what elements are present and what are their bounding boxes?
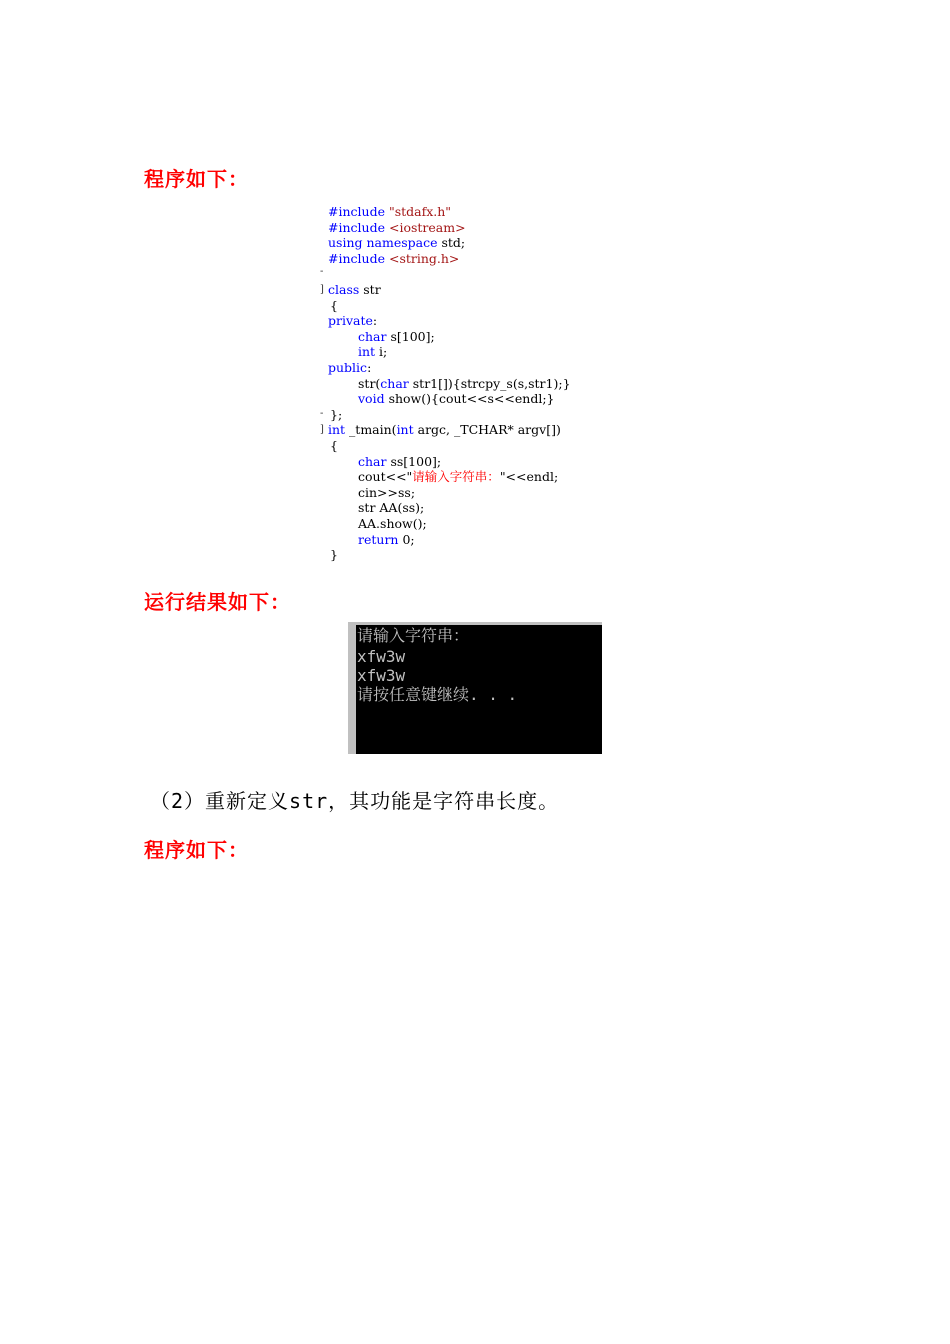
code-line: int i; [358,344,388,360]
code-line: return 0; [358,531,415,547]
code-line: cout<<"请输入字符串："<<endl; [358,469,559,485]
code-line: #include <iostream> [328,219,466,235]
code-line: void show(){cout<<s<<endl;} [358,391,555,407]
collapse-marker-icon[interactable]: ] [320,424,324,435]
code-line: using namespace std; [328,235,466,251]
code-line: int _tmain(int argc, _TCHAR* argv[]) [328,422,561,438]
console-border [348,622,356,754]
heading-result: 运行结果如下： [144,590,291,614]
code-screenshot [320,204,620,570]
code-line: cin>>ss; [358,484,416,500]
console-line: xfw3w [357,647,406,666]
console-line: xfw3w [357,666,406,685]
gutter-marker: - [320,408,324,419]
heading-program: 程序如下： [144,167,249,191]
code-line: public: [328,360,372,375]
code-line: str AA(ss); [358,500,425,516]
console-line: 请输入字符串： [357,626,470,645]
collapse-marker-icon[interactable]: ] [320,284,324,295]
code-line: }; [330,406,343,422]
code-line: { [330,438,338,453]
code-line: class str [328,282,381,297]
gutter-marker: - [320,266,324,277]
paragraph-text: （2）重新定义str，其功能是字符串长度。 [150,789,560,813]
heading-program: 程序如下： [144,838,249,862]
code-line: #include "stdafx.h" [328,204,452,219]
code-line: char s[100]; [358,328,435,344]
code-line: } [330,547,338,563]
code-line: str(char str1[]){strcpy_s(s,str1);} [358,375,571,391]
code-line: char ss[100]; [358,453,442,469]
console-border [348,622,602,625]
code-line: private: [328,313,378,329]
console-line: 请按任意键继续. . . [357,685,518,704]
code-line: #include <string.h> [328,250,460,266]
code-line: { [330,297,338,313]
code-line: AA.show(); [358,516,427,531]
console-window [348,622,602,754]
